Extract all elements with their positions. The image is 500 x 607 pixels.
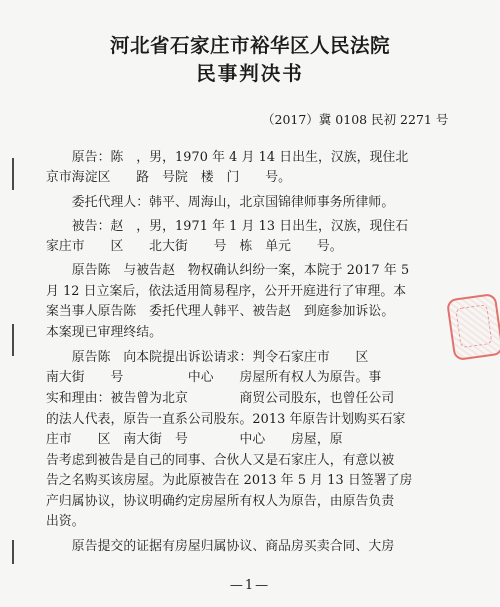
binding-mark-top	[12, 158, 14, 190]
case-number: （2017）冀 0108 民初 2271 号	[262, 112, 449, 127]
court-name-title: 河北省石家庄市裕华区人民法院	[109, 34, 390, 57]
document-type-title: 民事判决书	[196, 62, 304, 85]
body-line: 的法人代表，原告一直系公司股东。2013 年原告计划购买石家	[46, 412, 406, 427]
page-number: —1—	[229, 578, 271, 593]
body-line: 实和理由：被告曾为北京 商贸公司股东，也曾任公司	[46, 391, 395, 406]
body-line: 告考虑到被告是自己的同事、合伙人又是石家庄人，有意以被	[46, 453, 395, 468]
body-line: 出资。	[46, 514, 85, 529]
body-line: 家庄市 区 北大街 号 栋 单元 号。	[46, 239, 343, 254]
body-line: 告之名购买该房屋。为此原被告在 2013 年 5 月 13 日签署了房	[46, 473, 413, 488]
body-line: 原告：陈 ，男，1970 年 4 月 14 日出生，汉族，现住北	[46, 150, 409, 165]
body-line: 被告：赵 ，男，1971 年 1 月 13 日出生，汉族，现住石	[46, 219, 409, 234]
body-line: 委托代理人：韩平、周海山，北京国锦律师事务所律师。	[46, 195, 395, 210]
binding-mark-bottom	[12, 540, 14, 564]
body-line: 本案现已审理终结。	[46, 325, 163, 340]
body-line: 原告提交的证据有房屋归属协议、商品房买卖合同、大房	[46, 539, 395, 554]
body-line: 月 12 日立案后，依法适用简易程序，公开开庭进行了审理。本	[46, 284, 407, 299]
body-line: 南大街 号 中心 房屋所有权人为原告。事	[46, 370, 382, 385]
body-line: 案当事人原告陈 委托代理人韩平、被告赵 到庭参加诉讼。	[46, 304, 395, 319]
body-line: 产归属协议，协议明确约定房屋所有权人为原告，由原告负责	[46, 494, 395, 509]
body-line: 京市海淀区 路 号院 楼 门 号。	[46, 170, 292, 185]
body-line: 原告陈 向本院提出诉讼请求：判令石家庄市 区	[46, 350, 369, 365]
body-line: 原告陈 与被告赵 物权确认纠纷一案，本院于 2017 年 5	[46, 263, 410, 278]
court-seal-stamp	[446, 293, 500, 361]
body-line: 庄市 区 南大街 号 中心 房屋，原	[46, 432, 343, 447]
binding-mark-middle	[12, 324, 14, 356]
